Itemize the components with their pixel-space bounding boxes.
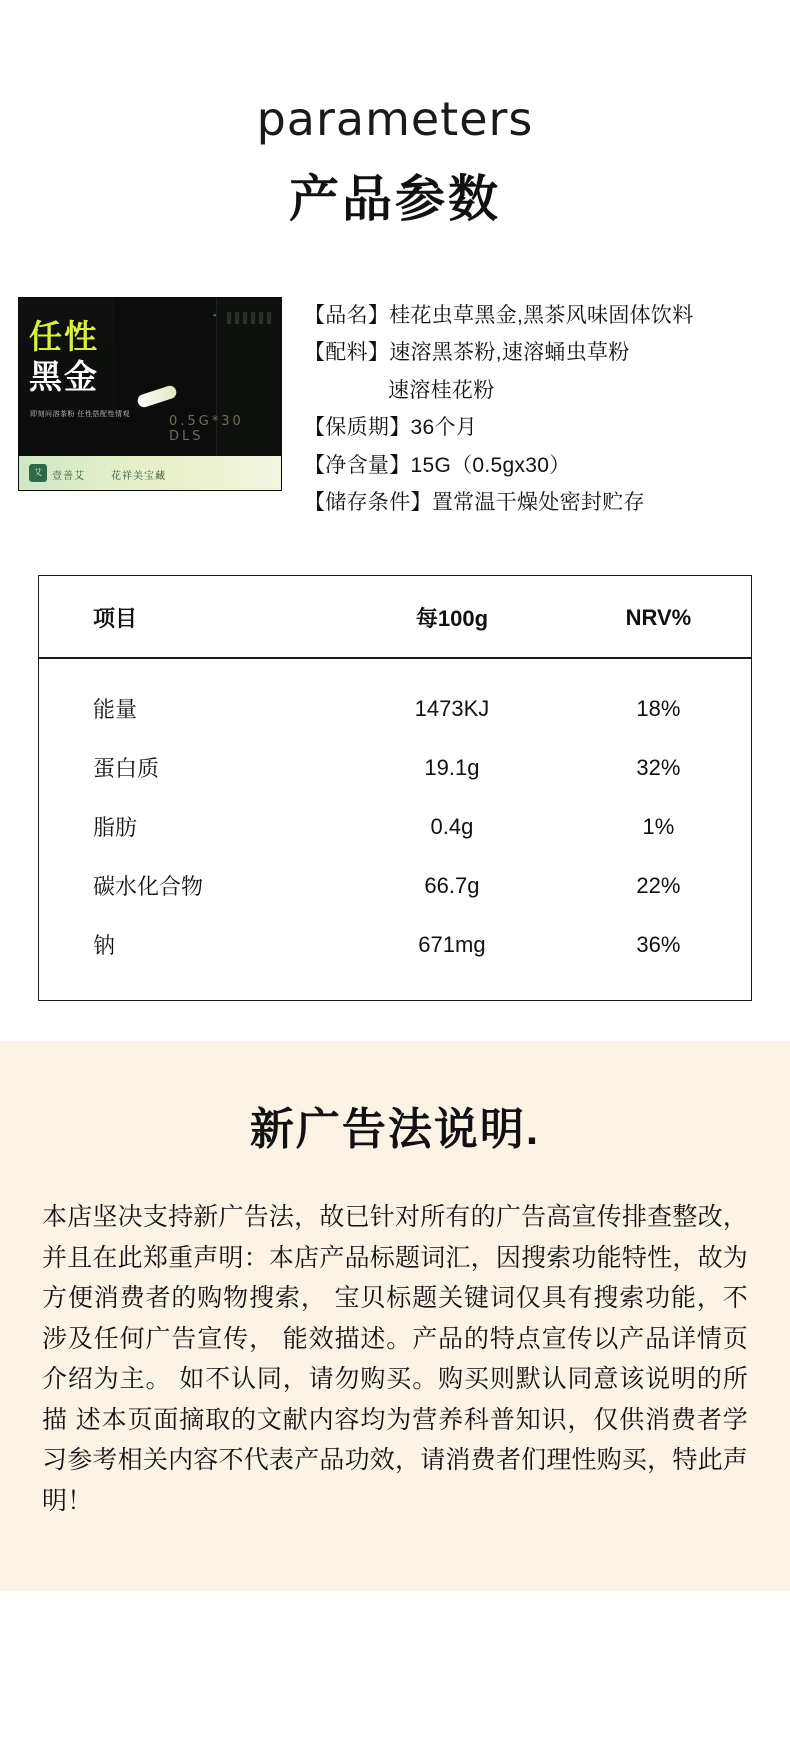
table-row [39,915,751,1000]
statement-body: 本店坚决支持新广告法，故已针对所有的广告高宣传排查整改，并且在此郑重声明：本店产品标题词汇，因搜索功能特性，故为方便消费者的购物搜索， 宝贝标题关键词仅具有搜索功能，不涉及任何广告宣传， 能效描述。产品的特点宣传以产品详情页介绍为主。 如不认同，请勿购买。购买则默认同意该说明的所描 述本页面摘取的文献内容均为营养科普知识，仅供消费者学习参考相关内容不代表产品功效，请消费者们理性购买，特此声明！ [42,1203,748,1515]
cell-per100g: 0.4g [430,813,474,839]
spec-value-ingredients-cont: 速溶桂花粉 [388,378,495,402]
nutrition-table-head [39,576,751,658]
spec-row-net-content [304,447,770,484]
advertising-law-statement [0,1041,790,1591]
page-title-cn: 产品参数 [289,171,501,227]
package-brand-subname: 花祥美宝藏 [111,471,166,482]
package-brand-bar [19,456,281,490]
brand-logo-icon: 艾 [29,464,47,482]
spec-value-shelf-life: 36个月 [410,416,478,440]
table-row [39,856,751,915]
page-title-en: parameters [256,92,534,146]
cell-per100g: 19.1g [424,754,480,780]
cell-nrv: 22% [636,872,681,898]
product-spec-list [282,297,770,521]
statement-title: 新广告法说明. [249,1105,541,1155]
nutrition-table-body [39,658,751,1000]
spec-row-ingredients-cont [304,372,770,409]
column-header-nrv: NRV% [566,576,751,658]
table-row [39,797,751,856]
cell-per100g: 1473KJ [414,695,490,721]
spec-label-ingredients: 【配料】 [304,341,390,365]
cell-item: 碳水化合物 [93,874,204,900]
spec-row-ingredients [304,334,770,371]
cell-per100g: 66.7g [424,872,480,898]
package-side-text: 即刻问溶茶粉 任性搭配性情观 [30,411,130,418]
spec-row-shelf-life [304,409,770,446]
cell-nrv: 32% [636,754,681,780]
spec-row-storage [304,484,770,521]
package-word-line1: 任性 [29,318,99,355]
product-info-block [0,297,790,521]
spec-label-name: 【品名】 [304,304,390,327]
spec-value-name: 桂花虫草黑金,黑茶风味固体饮料 [389,304,694,327]
spec-value-net-content: 15G（0.5gx30） [410,453,571,477]
column-header-item: 项目 [39,576,338,658]
cell-item: 钠 [93,933,116,959]
cell-nrv: 1% [642,813,675,839]
cell-item: 蛋白质 [93,756,160,782]
cell-item: 能量 [93,697,138,723]
spec-value-ingredients: 速溶黑茶粉,速溶蛹虫草粉 [389,341,630,365]
product-package-image [18,297,282,491]
nutrition-table-container [38,575,752,1001]
table-row [39,738,751,797]
spec-label-shelf-life: 【保质期】 [304,416,411,440]
package-word-line2: 黑金 [29,358,99,395]
spec-value-storage: 置常温干燥处密封贮存 [431,490,645,514]
table-header-row [39,576,751,658]
package-dot-pattern [227,312,271,324]
cell-nrv: 18% [636,695,681,721]
package-brand-name: 壹善艾 [52,471,85,482]
nutrition-table [39,576,751,1000]
package-code-text: 0.5G*30 DLS [169,414,244,444]
cell-per100g: 671mg [418,931,486,957]
spec-label-net-content: 【净含量】 [304,453,411,477]
cell-nrv: 36% [636,931,681,957]
spec-row-name [304,297,770,334]
table-row [39,658,751,738]
column-header-per100g: 每100g [338,576,566,658]
page-header [0,0,790,227]
cell-item: 脂肪 [93,815,138,841]
spec-label-storage: 【储存条件】 [304,490,432,514]
